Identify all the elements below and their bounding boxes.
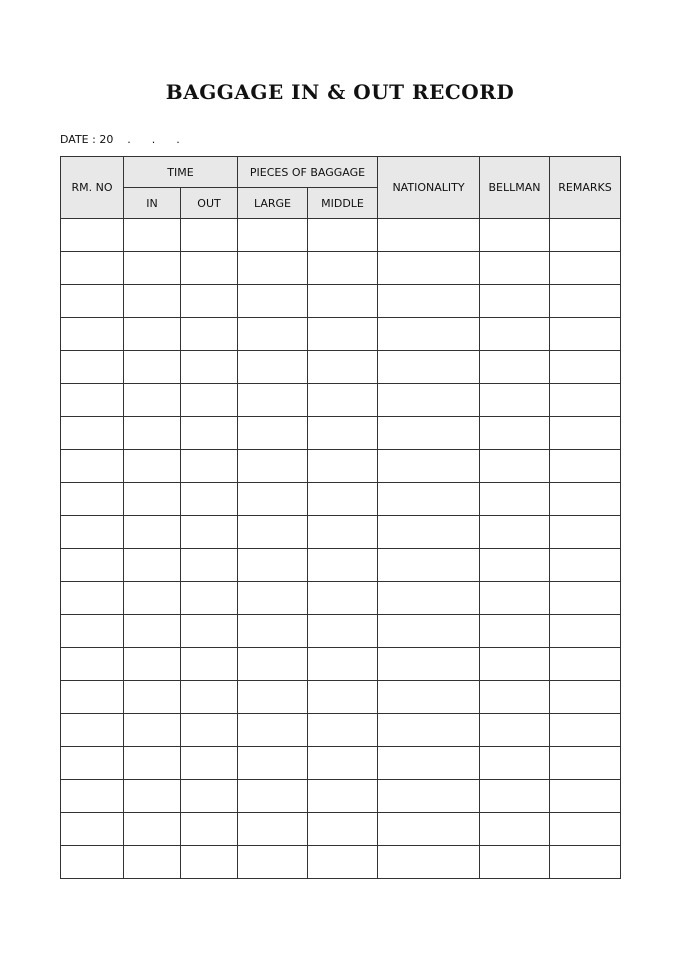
cell-time-out: [181, 747, 238, 780]
cell-nationality: [378, 648, 480, 681]
cell-time-in: [124, 483, 181, 516]
cell-nationality: [378, 417, 480, 450]
header-time-out: OUT: [181, 188, 238, 219]
cell-bellman: [480, 219, 550, 252]
cell-time-in: [124, 648, 181, 681]
cell-middle: [308, 219, 378, 252]
cell-nationality: [378, 219, 480, 252]
cell-bellman: [480, 351, 550, 384]
cell-time-in: [124, 384, 181, 417]
cell-time-in: [124, 219, 181, 252]
table-row: [61, 252, 621, 285]
cell-middle: [308, 318, 378, 351]
cell-time-out: [181, 219, 238, 252]
cell-bellman: [480, 450, 550, 483]
cell-remarks: [550, 648, 621, 681]
cell-remarks: [550, 417, 621, 450]
cell-large: [238, 615, 308, 648]
cell-large: [238, 747, 308, 780]
cell-large: [238, 252, 308, 285]
cell-rm-no: [61, 483, 124, 516]
table-row: [61, 417, 621, 450]
header-bellman: BELLMAN: [480, 157, 550, 219]
header-pieces-of-baggage: PIECES OF BAGGAGE: [238, 157, 378, 188]
cell-time-in: [124, 351, 181, 384]
cell-rm-no: [61, 351, 124, 384]
cell-time-in: [124, 813, 181, 846]
cell-time-in: [124, 747, 181, 780]
cell-remarks: [550, 483, 621, 516]
cell-large: [238, 846, 308, 879]
cell-middle: [308, 714, 378, 747]
cell-rm-no: [61, 549, 124, 582]
table-row: [61, 582, 621, 615]
header-nationality: NATIONALITY: [378, 157, 480, 219]
document-title: BAGGAGE IN & OUT RECORD: [165, 80, 515, 104]
table-row: [61, 648, 621, 681]
cell-bellman: [480, 417, 550, 450]
cell-rm-no: [61, 846, 124, 879]
cell-remarks: [550, 813, 621, 846]
cell-middle: [308, 285, 378, 318]
cell-time-out: [181, 714, 238, 747]
cell-large: [238, 582, 308, 615]
cell-middle: [308, 549, 378, 582]
cell-time-in: [124, 516, 181, 549]
cell-middle: [308, 483, 378, 516]
cell-rm-no: [61, 285, 124, 318]
cell-time-in: [124, 252, 181, 285]
cell-rm-no: [61, 615, 124, 648]
cell-bellman: [480, 318, 550, 351]
cell-middle: [308, 681, 378, 714]
cell-nationality: [378, 681, 480, 714]
cell-bellman: [480, 285, 550, 318]
cell-time-in: [124, 846, 181, 879]
cell-nationality: [378, 747, 480, 780]
table-row: [61, 714, 621, 747]
cell-bellman: [480, 648, 550, 681]
header-large: LARGE: [238, 188, 308, 219]
cell-nationality: [378, 285, 480, 318]
cell-time-out: [181, 846, 238, 879]
cell-rm-no: [61, 681, 124, 714]
cell-nationality: [378, 813, 480, 846]
cell-large: [238, 483, 308, 516]
cell-time-out: [181, 450, 238, 483]
cell-large: [238, 384, 308, 417]
table-row: [61, 549, 621, 582]
cell-time-out: [181, 648, 238, 681]
cell-nationality: [378, 450, 480, 483]
cell-bellman: [480, 582, 550, 615]
cell-bellman: [480, 252, 550, 285]
cell-time-in: [124, 714, 181, 747]
cell-remarks: [550, 285, 621, 318]
cell-middle: [308, 813, 378, 846]
table-row: [61, 516, 621, 549]
cell-bellman: [480, 615, 550, 648]
cell-remarks: [550, 384, 621, 417]
table-row: [61, 450, 621, 483]
cell-nationality: [378, 714, 480, 747]
cell-large: [238, 681, 308, 714]
cell-remarks: [550, 549, 621, 582]
cell-bellman: [480, 516, 550, 549]
cell-time-in: [124, 450, 181, 483]
cell-time-out: [181, 549, 238, 582]
cell-time-in: [124, 681, 181, 714]
cell-remarks: [550, 846, 621, 879]
cell-large: [238, 450, 308, 483]
header-time-in: IN: [124, 188, 181, 219]
cell-middle: [308, 615, 378, 648]
cell-remarks: [550, 681, 621, 714]
table-row: [61, 384, 621, 417]
cell-time-out: [181, 681, 238, 714]
cell-bellman: [480, 483, 550, 516]
table-row: [61, 483, 621, 516]
cell-middle: [308, 351, 378, 384]
table-row: [61, 780, 621, 813]
cell-large: [238, 417, 308, 450]
table-row: [61, 681, 621, 714]
cell-nationality: [378, 615, 480, 648]
record-body: [61, 219, 621, 879]
cell-remarks: [550, 582, 621, 615]
cell-rm-no: [61, 516, 124, 549]
header-middle: MIDDLE: [308, 188, 378, 219]
table-row: [61, 351, 621, 384]
cell-time-in: [124, 318, 181, 351]
table-row: [61, 615, 621, 648]
cell-bellman: [480, 384, 550, 417]
table-row: [61, 318, 621, 351]
cell-large: [238, 285, 308, 318]
cell-middle: [308, 747, 378, 780]
cell-bellman: [480, 813, 550, 846]
header-row-1: [61, 157, 621, 188]
cell-nationality: [378, 846, 480, 879]
cell-large: [238, 813, 308, 846]
cell-remarks: [550, 516, 621, 549]
cell-remarks: [550, 714, 621, 747]
cell-remarks: [550, 351, 621, 384]
cell-large: [238, 549, 308, 582]
cell-time-out: [181, 252, 238, 285]
cell-remarks: [550, 450, 621, 483]
header-time: TIME: [124, 157, 238, 188]
cell-middle: [308, 417, 378, 450]
cell-middle: [308, 582, 378, 615]
cell-large: [238, 780, 308, 813]
cell-middle: [308, 648, 378, 681]
cell-nationality: [378, 351, 480, 384]
cell-rm-no: [61, 648, 124, 681]
cell-bellman: [480, 549, 550, 582]
cell-time-out: [181, 813, 238, 846]
cell-middle: [308, 516, 378, 549]
cell-nationality: [378, 780, 480, 813]
cell-rm-no: [61, 318, 124, 351]
cell-large: [238, 648, 308, 681]
cell-time-in: [124, 615, 181, 648]
cell-rm-no: [61, 417, 124, 450]
cell-middle: [308, 450, 378, 483]
cell-time-out: [181, 384, 238, 417]
cell-nationality: [378, 549, 480, 582]
cell-bellman: [480, 846, 550, 879]
cell-bellman: [480, 747, 550, 780]
cell-rm-no: [61, 450, 124, 483]
cell-rm-no: [61, 714, 124, 747]
cell-time-out: [181, 582, 238, 615]
cell-bellman: [480, 681, 550, 714]
cell-remarks: [550, 318, 621, 351]
cell-bellman: [480, 780, 550, 813]
cell-rm-no: [61, 384, 124, 417]
cell-time-out: [181, 516, 238, 549]
cell-time-out: [181, 780, 238, 813]
cell-rm-no: [61, 219, 124, 252]
cell-time-in: [124, 582, 181, 615]
cell-remarks: [550, 252, 621, 285]
cell-time-out: [181, 417, 238, 450]
cell-middle: [308, 252, 378, 285]
cell-large: [238, 714, 308, 747]
date-field: DATE : 20 . . .: [60, 133, 180, 146]
cell-time-in: [124, 549, 181, 582]
cell-remarks: [550, 747, 621, 780]
table-row: [61, 813, 621, 846]
cell-rm-no: [61, 582, 124, 615]
baggage-record-table: [60, 156, 621, 879]
table-row: [61, 219, 621, 252]
cell-nationality: [378, 516, 480, 549]
cell-rm-no: [61, 252, 124, 285]
cell-time-in: [124, 417, 181, 450]
cell-time-in: [124, 780, 181, 813]
cell-nationality: [378, 384, 480, 417]
table-row: [61, 846, 621, 879]
cell-remarks: [550, 615, 621, 648]
cell-nationality: [378, 483, 480, 516]
cell-middle: [308, 846, 378, 879]
table-row: [61, 747, 621, 780]
table-row: [61, 285, 621, 318]
cell-large: [238, 318, 308, 351]
cell-remarks: [550, 780, 621, 813]
cell-time-out: [181, 285, 238, 318]
cell-large: [238, 516, 308, 549]
cell-time-out: [181, 483, 238, 516]
cell-rm-no: [61, 780, 124, 813]
cell-middle: [308, 384, 378, 417]
cell-time-in: [124, 285, 181, 318]
cell-nationality: [378, 252, 480, 285]
cell-rm-no: [61, 747, 124, 780]
header-rm-no: RM. NO: [61, 157, 124, 219]
cell-time-out: [181, 351, 238, 384]
cell-time-out: [181, 615, 238, 648]
header-remarks: REMARKS: [550, 157, 621, 219]
cell-remarks: [550, 219, 621, 252]
cell-nationality: [378, 582, 480, 615]
cell-bellman: [480, 714, 550, 747]
cell-rm-no: [61, 813, 124, 846]
cell-time-out: [181, 318, 238, 351]
cell-middle: [308, 780, 378, 813]
cell-large: [238, 351, 308, 384]
cell-nationality: [378, 318, 480, 351]
cell-large: [238, 219, 308, 252]
